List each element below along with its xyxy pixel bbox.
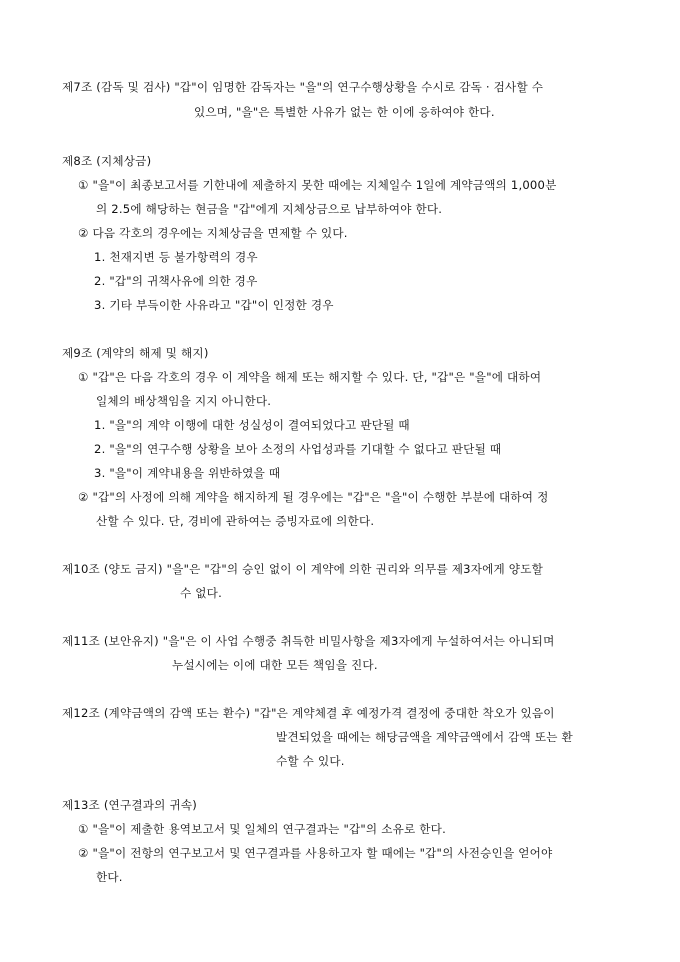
article-13-para-2-line-1: ② "을"이 전항의 연구보고서 및 연구결과를 사용하고자 할 때에는 "갑"의 사전승인을 얻어야 [78,846,553,860]
article-8-title: 제8조 (지체상금) [62,154,152,168]
article-12-line-1: 제12조 (계약금액의 감액 또는 환수) "갑"은 계약체결 후 예정가격 결정에 중대한 착오가 있음이 [62,706,555,720]
article-11-line-2: 누설시에는 이에 대한 모든 책임을 진다. [172,658,378,672]
article-9-para-1-line-2: 일체의 배상책임을 지지 아니한다. [96,394,272,408]
article-8-para-2: ② 다음 각호의 경우에는 지체상금을 면제할 수 있다. [78,226,348,240]
article-12-line-2: 발견되었을 때에는 해당금액을 계약금액에서 감액 또는 환 [276,730,573,744]
article-13-para-1: ① "을"이 제출한 용역보고서 및 일체의 연구결과는 "갑"의 소유로 한다. [78,822,446,836]
article-8-item-2: 2. "갑"의 귀책사유에 의한 경우 [94,274,258,288]
article-7-line-2: 있으며, "을"은 특별한 사유가 없는 한 이에 응하여야 한다. [194,105,495,119]
article-9-item-3: 3. "을"이 계약내용을 위반하였을 때 [94,466,281,480]
article-7-line-1: 제7조 (감독 및 검사) "갑"이 임명한 감독자는 "을"의 연구수행상황을 수시로 감독 · 검사할 수 [62,80,544,94]
article-12-line-3: 수할 수 있다. [276,754,345,768]
article-8-item-1: 1. 천재지변 등 불가항력의 경우 [94,250,258,264]
article-9-item-1: 1. "을"의 계약 이행에 대한 성실성이 결여되었다고 판단될 때 [94,418,410,432]
article-8-para-1-line-1: ① "을"이 최종보고서를 기한내에 제출하지 못한 때에는 지체일수 1일에 계약금액의 1,000분 [78,178,557,192]
article-8-item-3: 3. 기타 부득이한 사유라고 "갑"이 인정한 경우 [94,298,334,312]
article-8-para-1-line-2: 의 2.5에 해당하는 현금을 "갑"에게 지체상금으로 납부하여야 한다. [96,202,443,216]
article-10-line-2: 수 없다. [180,586,222,600]
article-9-para-1-line-1: ① "갑"은 다음 각호의 경우 이 계약을 해제 또는 해지할 수 있다. 단, "갑"은 "을"에 대하여 [78,370,542,384]
article-13-title: 제13조 (연구결과의 귀속) [62,798,197,812]
article-11-line-1: 제11조 (보안유지) "을"은 이 사업 수행중 취득한 비밀사항을 제3자에게 누설하여서는 아니되며 [62,634,555,648]
article-9-title: 제9조 (계약의 해제 및 해지) [62,346,209,360]
article-9-item-2: 2. "을"의 연구수행 상황을 보아 소정의 사업성과를 기대할 수 없다고 판단될 때 [94,442,502,456]
article-9-para-2-line-2: 산할 수 있다. 단, 경비에 관하여는 증빙자료에 의한다. [96,514,375,528]
article-13-para-2-line-2: 한다. [96,870,123,884]
article-10-line-1: 제10조 (양도 금지) "을"은 "갑"의 승인 없이 이 계약에 의한 권리와 의무를 제3자에게 양도할 [62,562,544,576]
article-9-para-2-line-1: ② "갑"의 사정에 의해 계약을 해지하게 될 경우에는 "갑"은 "을"이 수행한 부분에 대하여 정 [78,490,549,504]
